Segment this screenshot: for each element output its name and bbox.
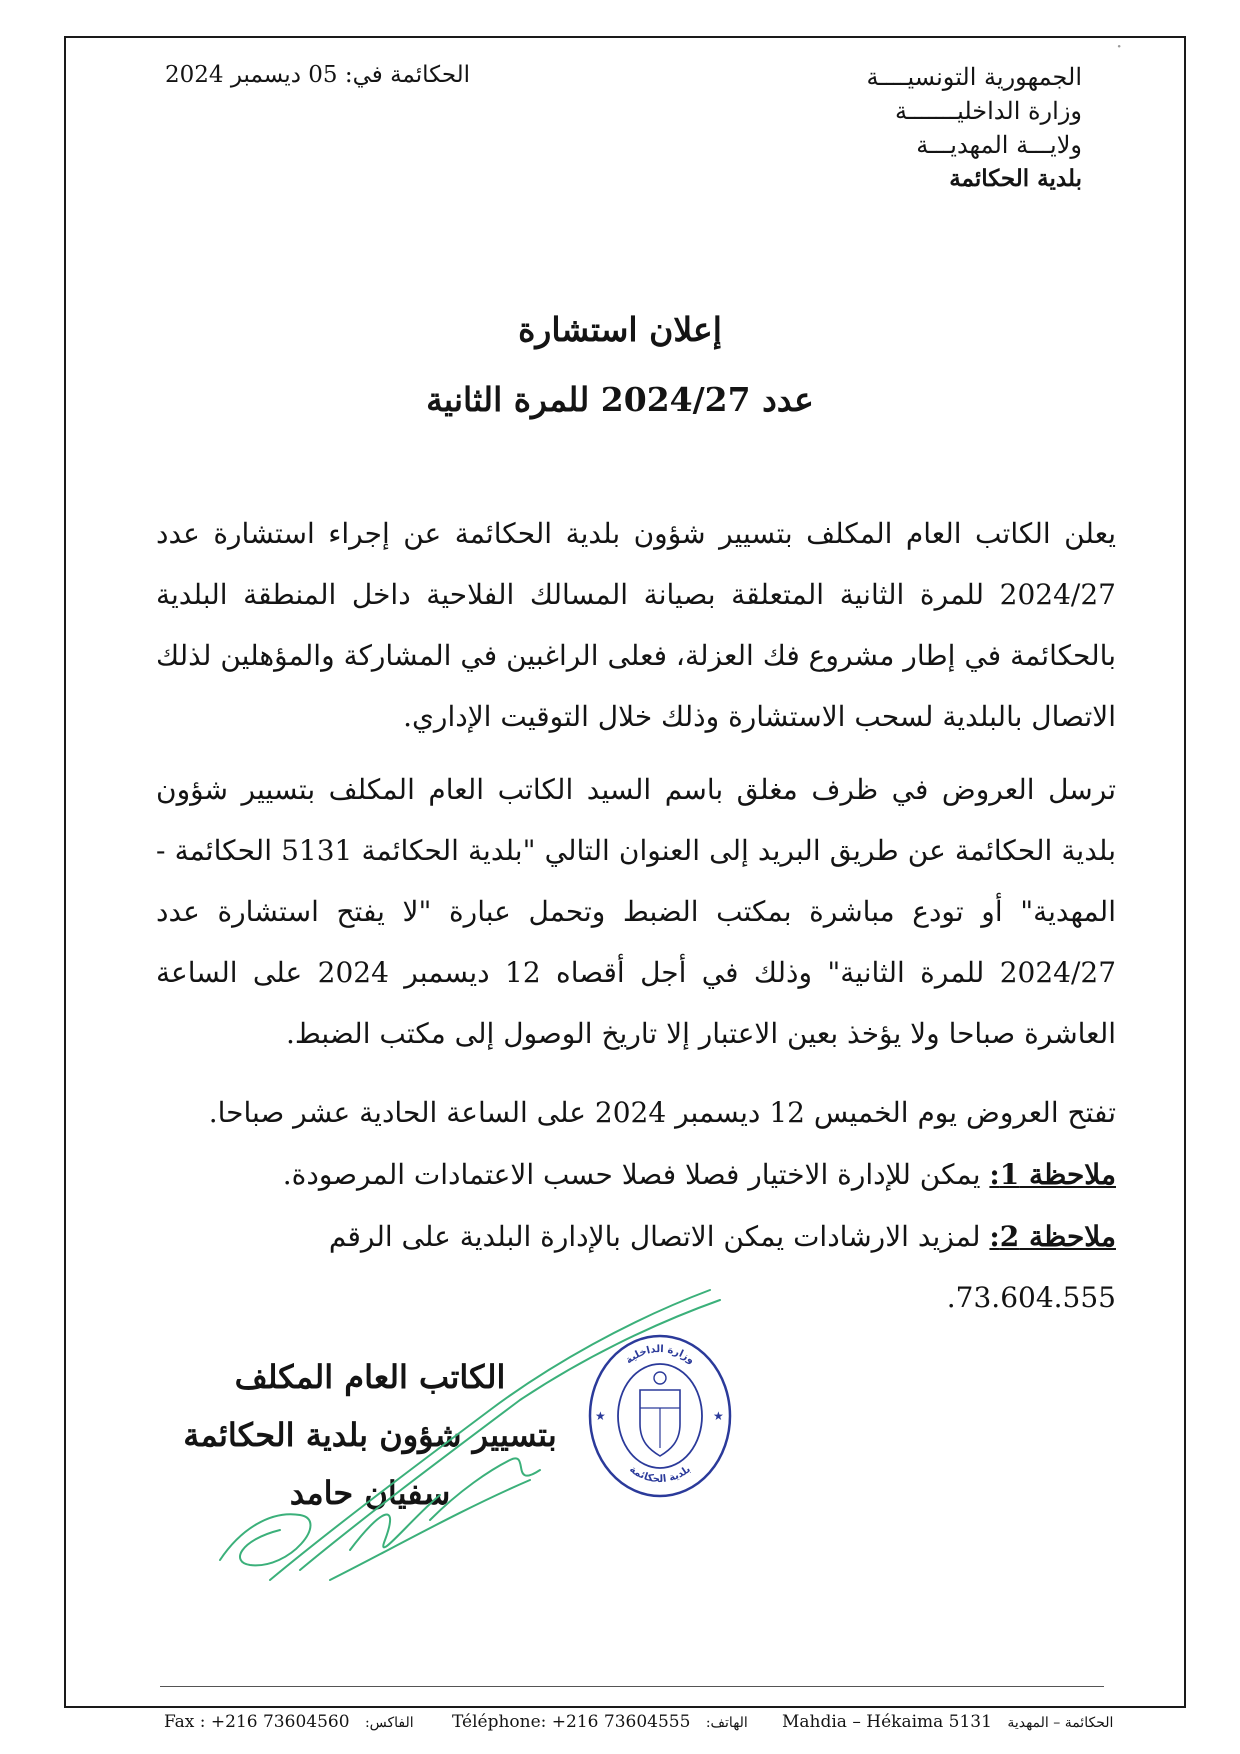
- footer-phone: [452, 1712, 748, 1732]
- fax-label: الفاكس:: [364, 1715, 414, 1731]
- paragraph-announcement: يعلن الكاتب العام المكلف بتسيير شؤون بلدية الحكائمة عن إجراء استشارة عدد 2024/27 للمرة الثانية المتعلقة بصيانة المسالك الفلاحية داخل المنطقة البلدية بالحكائمة في إطار مشروع فك العزلة، فعلى الراغبين في المشاركة والمؤهلين لذلك الاتصال بالبلدية لسحب الاستشارة وذلك خلال التوقيت الإداري.: [156, 517, 1116, 733]
- address-latin: Mahdia – Hékaima 5131: [782, 1712, 992, 1732]
- stamp-top-text: وزارة الداخلية: [623, 1343, 697, 1367]
- signatory-title: الكاتب العام المكلف: [234, 1358, 506, 1396]
- letterhead: [782, 60, 1082, 196]
- note-2-text: لمزيد الارشادات يمكن الاتصال بالإدارة البلدية على الرقم 73.604.555.: [328, 1220, 1116, 1314]
- footer-divider: [160, 1686, 1104, 1687]
- svg-text:وزارة الداخلية: [624, 1344, 697, 1366]
- note-1-text: يمكن للإدارة الاختيار فصلا فصلا حسب الاعتمادات المرصودة.: [282, 1158, 981, 1191]
- scan-mark: ·: [1116, 34, 1123, 58]
- document-date: الحكائمة في: 05 ديسمبر 2024: [165, 62, 471, 88]
- municipality-name: بلدية الحكائمة: [949, 165, 1082, 192]
- paragraph-opening: تفتح العروض يوم الخميس 12 ديسمبر 2024 على الساعة الحادية عشر صباحا.: [208, 1096, 1116, 1129]
- official-stamp: [585, 1328, 735, 1498]
- ministry-name: وزارة الداخليـــــــة: [895, 97, 1082, 125]
- republic-name: الجمهورية التونسيــــة: [866, 63, 1082, 91]
- footer-fax: [164, 1712, 414, 1732]
- signatory-role: بتسيير شؤون بلدية الحكائمة: [183, 1416, 557, 1454]
- phone-number: Téléphone: +216 73604555: [452, 1712, 691, 1732]
- governorate-name: ولايـــة المهديـــة: [916, 131, 1082, 159]
- stamp-bottom-text: بلدية الحكائمة: [627, 1463, 693, 1486]
- footer-address: [782, 1712, 1113, 1732]
- note-1: [156, 1144, 1116, 1205]
- address-arabic: الحكائمة – المهدية: [1007, 1715, 1114, 1731]
- paragraph-submission: ترسل العروض في ظرف مغلق باسم السيد الكاتب العام المكلف بتسيير شؤون بلدية الحكائمة عن طريق البريد إلى العنوان التالي "بلدية الحكائمة 5131 الحكائمة - المهدية" أو تودع مباشرة بمكتب الضبط وتحمل عبارة "لا يفتح استشارة عدد 2024/27 للمرة الثانية" وذلك في أجل أقصاه 12 ديسمبر 2024 على الساعة العاشرة صباحا ولا يؤخذ بعين الاعتبار إلا تاريخ الوصول إلى مكتب الضبط.: [156, 773, 1117, 1050]
- star-icon: ★: [713, 1409, 724, 1423]
- star-icon: ★: [595, 1409, 606, 1423]
- fax-number: Fax : +216 73604560: [164, 1712, 350, 1732]
- note-1-label: ملاحظة 1:: [989, 1158, 1116, 1191]
- document-title: إعلان استشارة: [518, 310, 722, 349]
- phone-label: الهاتف:: [705, 1715, 748, 1731]
- note-2-label: ملاحظة 2:: [989, 1220, 1116, 1253]
- document-subtitle: عدد 2024/27 للمرة الثانية: [426, 380, 814, 419]
- signatory-name: سفيان حامد: [289, 1474, 451, 1512]
